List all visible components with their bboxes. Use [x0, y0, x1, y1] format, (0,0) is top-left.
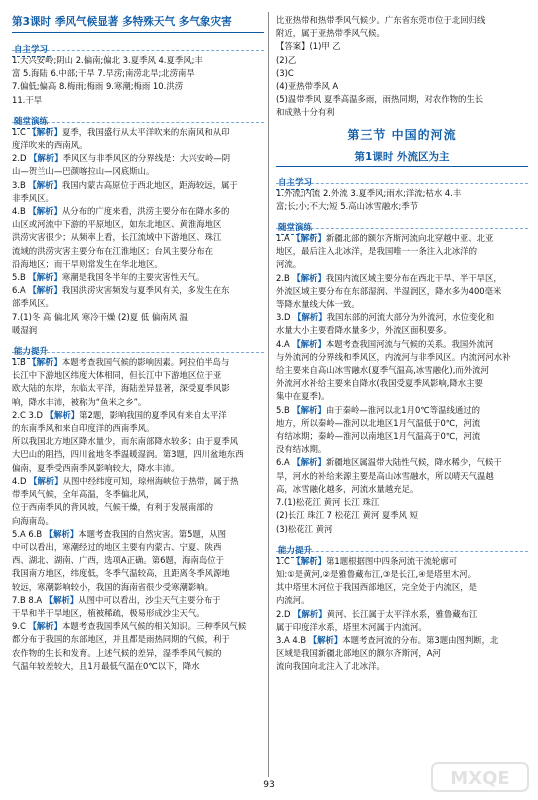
section-header	[276, 538, 528, 556]
text-line: 位于西南季风的背风坡，气候干燥，有利于发展南部的	[12, 502, 213, 513]
text-line: 附近，属于亚热带季风气候。	[276, 28, 385, 39]
text-line: 农作物的生长和发育。上述气候的差异，湿季季风气候的	[12, 647, 222, 658]
text-line: 外流区域主要分布在东部湿润、半湿润区，降水多为400毫米	[276, 285, 502, 296]
section-body	[12, 126, 264, 337]
section-header	[276, 215, 528, 234]
analysis-tag: 【解析】	[28, 272, 62, 283]
text-line: 偏南，夏季受西南季风影响较大，降水丰沛。	[12, 462, 180, 473]
text-line: 干旱和半干旱地区，植被稀疏，极易形成沙尘天气。	[12, 607, 205, 618]
text-line: (2)长江 珠江 7 松花江 黄河 夏季风 短	[276, 510, 419, 521]
text-line: 都分布于我国的东部地区，并且都是雨热同期的气候，利于	[12, 634, 230, 645]
analysis-tag: 【解析】	[44, 528, 79, 539]
text-line: 给主要来自高山冰雪融水(夏季气温高,冰雪融化),而外流河	[276, 365, 489, 376]
section-header	[12, 109, 264, 127]
text-line: 地方，所以秦岭—淮河以北地区1月气温低于0℃，河流	[276, 417, 481, 428]
column-divider	[268, 12, 269, 777]
text-line: 11.干旱	[12, 94, 43, 105]
text-line: 1.外流;内流 2.外流 3.夏季风;雨水;洋流;枯水 4.丰	[276, 187, 462, 198]
section-body	[276, 555, 528, 674]
analysis-tag: 【解析】	[29, 153, 63, 164]
answer-block	[276, 40, 528, 119]
text-line: 4.A 【解析】本题考查我国河流与气候的关系。我国外流河	[276, 338, 494, 349]
text-line: 流向我国向北注入了北冰洋。	[276, 661, 385, 672]
analysis-tag: 【解析】	[292, 233, 326, 244]
analysis-tag: 【解析】	[308, 634, 343, 645]
text-line: 水量大小主要看降水量多少，外流区面积要多。	[276, 325, 452, 336]
analysis-tag: 【解析】	[292, 338, 326, 349]
section-title: 第三节 中国的河流	[347, 127, 457, 142]
analysis-tag: 【解析】	[28, 285, 62, 296]
text-line: 旱，河水的补给来源主要是高山冰雪融水，所以晴天气温越	[276, 470, 494, 481]
text-line: 4.D 【解析】从图中经纬度可知，琼州海峡位于热带，属于热	[12, 475, 239, 486]
text-line: 区域是我国新疆北部地区的额尔齐斯河，A河	[276, 648, 441, 659]
analysis-tag: 【解析】	[28, 126, 63, 137]
text-line: 部季风区。	[12, 298, 54, 309]
text-line: 与外流河的分界线和季风区，内流河与非季风区。内流河河水补	[276, 351, 511, 362]
text-line: 7.B 8.A 【解析】从图中可以看出，沙尘天气主要分布于	[12, 594, 221, 605]
text-line: 欧大陆的东岸，东临太平洋，海陆差异显著，深受夏季风影	[12, 383, 230, 394]
analysis-tag: 【解析】	[292, 555, 327, 566]
text-line: 其中塔里木河位于我国西部地区，完全处于内流区，是	[276, 582, 477, 593]
analysis-tag: 【解析】	[28, 621, 63, 632]
page-number: 93	[263, 780, 275, 790]
right-column	[276, 14, 528, 674]
section-header	[12, 37, 264, 55]
text-line: 知:①是黄河,②是雅鲁藏布江,③是长江,④是塔里木河。	[276, 568, 476, 579]
analysis-tag: 【解析】	[28, 179, 62, 190]
text-line: 5.B 【解析】寒潮是我国冬半年的主要灾害性天气。	[12, 272, 205, 283]
section-label: 随堂演练	[14, 116, 49, 127]
section-body	[12, 356, 264, 673]
text-line: 我国南方地区，纬度低，冬季气温较高，且距离冬季风源地	[12, 568, 230, 579]
text-line: 3.D 【解析】我国东部的河流大部分为外流河，水位变化和	[276, 312, 495, 323]
text-line: 富;长;小;不大;短 5.高山冰雪融水;季节	[276, 200, 419, 211]
continued-text	[276, 14, 528, 40]
lesson-title: 第3课时 季风气候显著 多特殊天气 多气象灾害	[12, 14, 264, 33]
text-line: 所以我国北方地区降水量少，而东南部降水较多；由于夏季风	[12, 436, 239, 447]
text-line: 和成熟十分有利	[276, 107, 335, 118]
text-line: 有结冰期；秦岭—淮河以南地区1月气温高于0℃，河流	[276, 431, 481, 442]
section-label: 能力提升	[278, 545, 313, 556]
text-line: 6.A 【解析】我国洪涝灾害频发与夏季风有关，多发生在东	[12, 285, 230, 296]
text-line: 没有结冰期。	[276, 444, 327, 455]
text-line: 等降水量线大体一致。	[276, 299, 360, 310]
text-line: 3.A 4.B 【解析】本题考查河流的分布。第3题由图判断，北	[276, 634, 499, 645]
section-body	[12, 54, 264, 107]
text-line: 长江中下游地区纬度大体相同，但长江中下游地区位于亚	[12, 370, 222, 381]
text-line: 2.C 3.D 【解析】第2题，影响我国的夏季风有来自太平洋	[12, 409, 227, 420]
analysis-tag: 【解析】	[292, 272, 326, 283]
text-line: 流域的洪涝灾害主要分布在江淮地区；台风主要分布在	[12, 245, 213, 256]
section-label: 自主学习	[278, 177, 313, 188]
text-line: 内流河。	[276, 595, 310, 606]
section-body	[276, 232, 528, 536]
text-line: 7.偏低;偏高 8.梅雨;梅雨 9.寒潮;梅雨 10.洪涝	[12, 81, 183, 92]
text-line: (4)亚热带季风 A	[276, 81, 339, 92]
left-column	[12, 14, 264, 673]
text-line: 较远，寒潮影响较小，我国的海南省很少受寒潮影响。	[12, 581, 213, 592]
text-line: 集中在夏季)。	[276, 391, 330, 402]
text-line: 气温年较差较大，且1月最低气温在0℃以下，降水	[12, 660, 200, 671]
text-line: 2.D 【解析】黄河、长江属于太平洋水系，雅鲁藏布江	[276, 608, 478, 619]
text-line: 大巴山的阻挡，四川盆地冬季温暖湿润。第3题，四川盆地东西	[12, 449, 244, 460]
text-line: 7.(1)冬 高 偏北风 寒冷干燥 (2)夏 低 偏南风 温	[12, 311, 188, 322]
text-line: 中可以看出，寒潮经过的地区主要有内蒙古、宁夏、陕西	[12, 541, 222, 552]
text-line: 1.C 【解析】夏季，我国盛行从太平洋吹来的东南风和从印	[12, 126, 230, 137]
analysis-tag: 【解析】	[29, 475, 63, 486]
text-line: 3.B 【解析】我国内蒙古高原位于西北地区，距海较远，属于	[12, 179, 238, 190]
text-line: 地区，最后注入北冰洋，是我国唯一一条注入北冰洋的	[276, 246, 477, 257]
text-line: 带季风气候，全年高温，冬季偏北风，	[12, 489, 155, 500]
analysis-tag: 【解析】	[28, 206, 62, 217]
text-line: 1.大兴安岭;阴山 2.偏南;偏北 3.夏季风 4.夏季风;丰	[12, 55, 203, 65]
text-line: (3)C	[276, 67, 294, 78]
text-line: 度洋吹来的西南风。	[12, 140, 88, 151]
watermark-logo	[430, 760, 530, 794]
text-line: 7.(1)松花江 黄河 长江 珠江	[276, 497, 380, 508]
text-line: 【答案】(1)甲 乙	[276, 41, 341, 52]
analysis-tag: 【解析】	[44, 594, 79, 605]
section-label: 自主学习	[14, 45, 49, 55]
text-line: 山—贺兰山—巴颜喀拉山—冈底斯山。	[12, 166, 155, 177]
lesson-title: 第1课时 外流区为主	[276, 149, 528, 167]
text-line: 西、湖北、湖南、广西，选项A正确。第6题，海南岛位于	[12, 555, 225, 566]
analysis-tag: 【解析】	[45, 409, 80, 420]
section-label: 能力提升	[14, 347, 49, 358]
text-line: 外流河水补给主要来自降水(我国受夏季风影响,降水主要	[276, 378, 483, 389]
analysis-tag: 【解析】	[293, 608, 327, 619]
text-line: 向海南岛。	[12, 515, 54, 526]
text-line: 9.C 【解析】本题考查我国季风气候的相关知识。三种季风气候	[12, 621, 247, 632]
text-line: 河流。	[276, 259, 302, 270]
text-line: 暖湿润	[12, 324, 38, 335]
text-line: 洪涝灾害很少；从频率上看，长江流域中下游地区、珠江	[12, 232, 222, 243]
analysis-tag: 【解析】	[28, 357, 62, 368]
text-line: 2.B 【解析】我国内流区域主要分布在西北干旱、半干旱区，	[276, 272, 502, 283]
text-line: 山区或河流中下游的平原地区，如东北地区、黄淮海地区	[12, 219, 222, 230]
analysis-tag: 【解析】	[292, 404, 326, 415]
text-line: 高，冰雪融化越多，河流水量越充足。	[276, 483, 419, 494]
text-line: (5)温带季风 夏季高温多雨，雨热同期，对农作物的生长	[276, 94, 484, 105]
text-line: 的东南季风和来自印度洋的西南季风。	[12, 423, 155, 434]
text-line: 非季风区。	[12, 192, 54, 203]
text-line: 沿海地区；而干旱则常发生在华北地区。	[12, 258, 163, 269]
text-line: 富 5.海陆 6.中部;干旱 7.早涝;南涝北旱;北涝南旱	[12, 68, 195, 79]
analysis-tag: 【解析】	[293, 312, 327, 323]
text-line: 1.A 【解析】新疆北部的额尔齐斯河流向北穿越中亚、北亚	[276, 233, 494, 244]
analysis-tag: 【解析】	[292, 457, 326, 468]
text-line: 6.A 【解析】新疆地区属温带大陆性气候，降水稀少，气候干	[276, 457, 502, 468]
svg-text:MXQE: MXQE	[450, 768, 510, 789]
text-line: 1.B 【解析】本题考查我国气候的影响因素。阿拉伯半岛与	[12, 357, 230, 368]
text-line: (2)乙	[276, 54, 297, 65]
section-body	[276, 187, 528, 213]
text-line: 4.B 【解析】从分布的广度来看，洪涝主要分布在降水多的	[12, 206, 230, 217]
section-label: 随堂演练	[278, 223, 313, 234]
section-header	[12, 339, 264, 358]
text-line: 5.A 6.B 【解析】本题考查我国的自然灾害。第5题，从图	[12, 528, 226, 539]
text-line: 比亚热带和热带季风气候少。广东省东莞市位于北回归线	[276, 15, 486, 25]
text-line: 5.B 【解析】由于秦岭—淮河以北1月0℃等温线通过的	[276, 404, 480, 415]
text-line: 2.D 【解析】季风区与非季风区的分界线是：大兴安岭—阴	[12, 153, 231, 164]
text-line: 属于印度洋水系，塔里木河属于内流河。	[276, 621, 427, 632]
text-line: 1.C 【解析】第1题根据图中四条河流干流轮廓可	[276, 555, 457, 566]
text-line: (3)松花江 黄河	[276, 523, 333, 534]
text-line: 响，降水丰沛，被称为“鱼米之乡”。	[12, 396, 147, 407]
section-header	[276, 170, 528, 188]
